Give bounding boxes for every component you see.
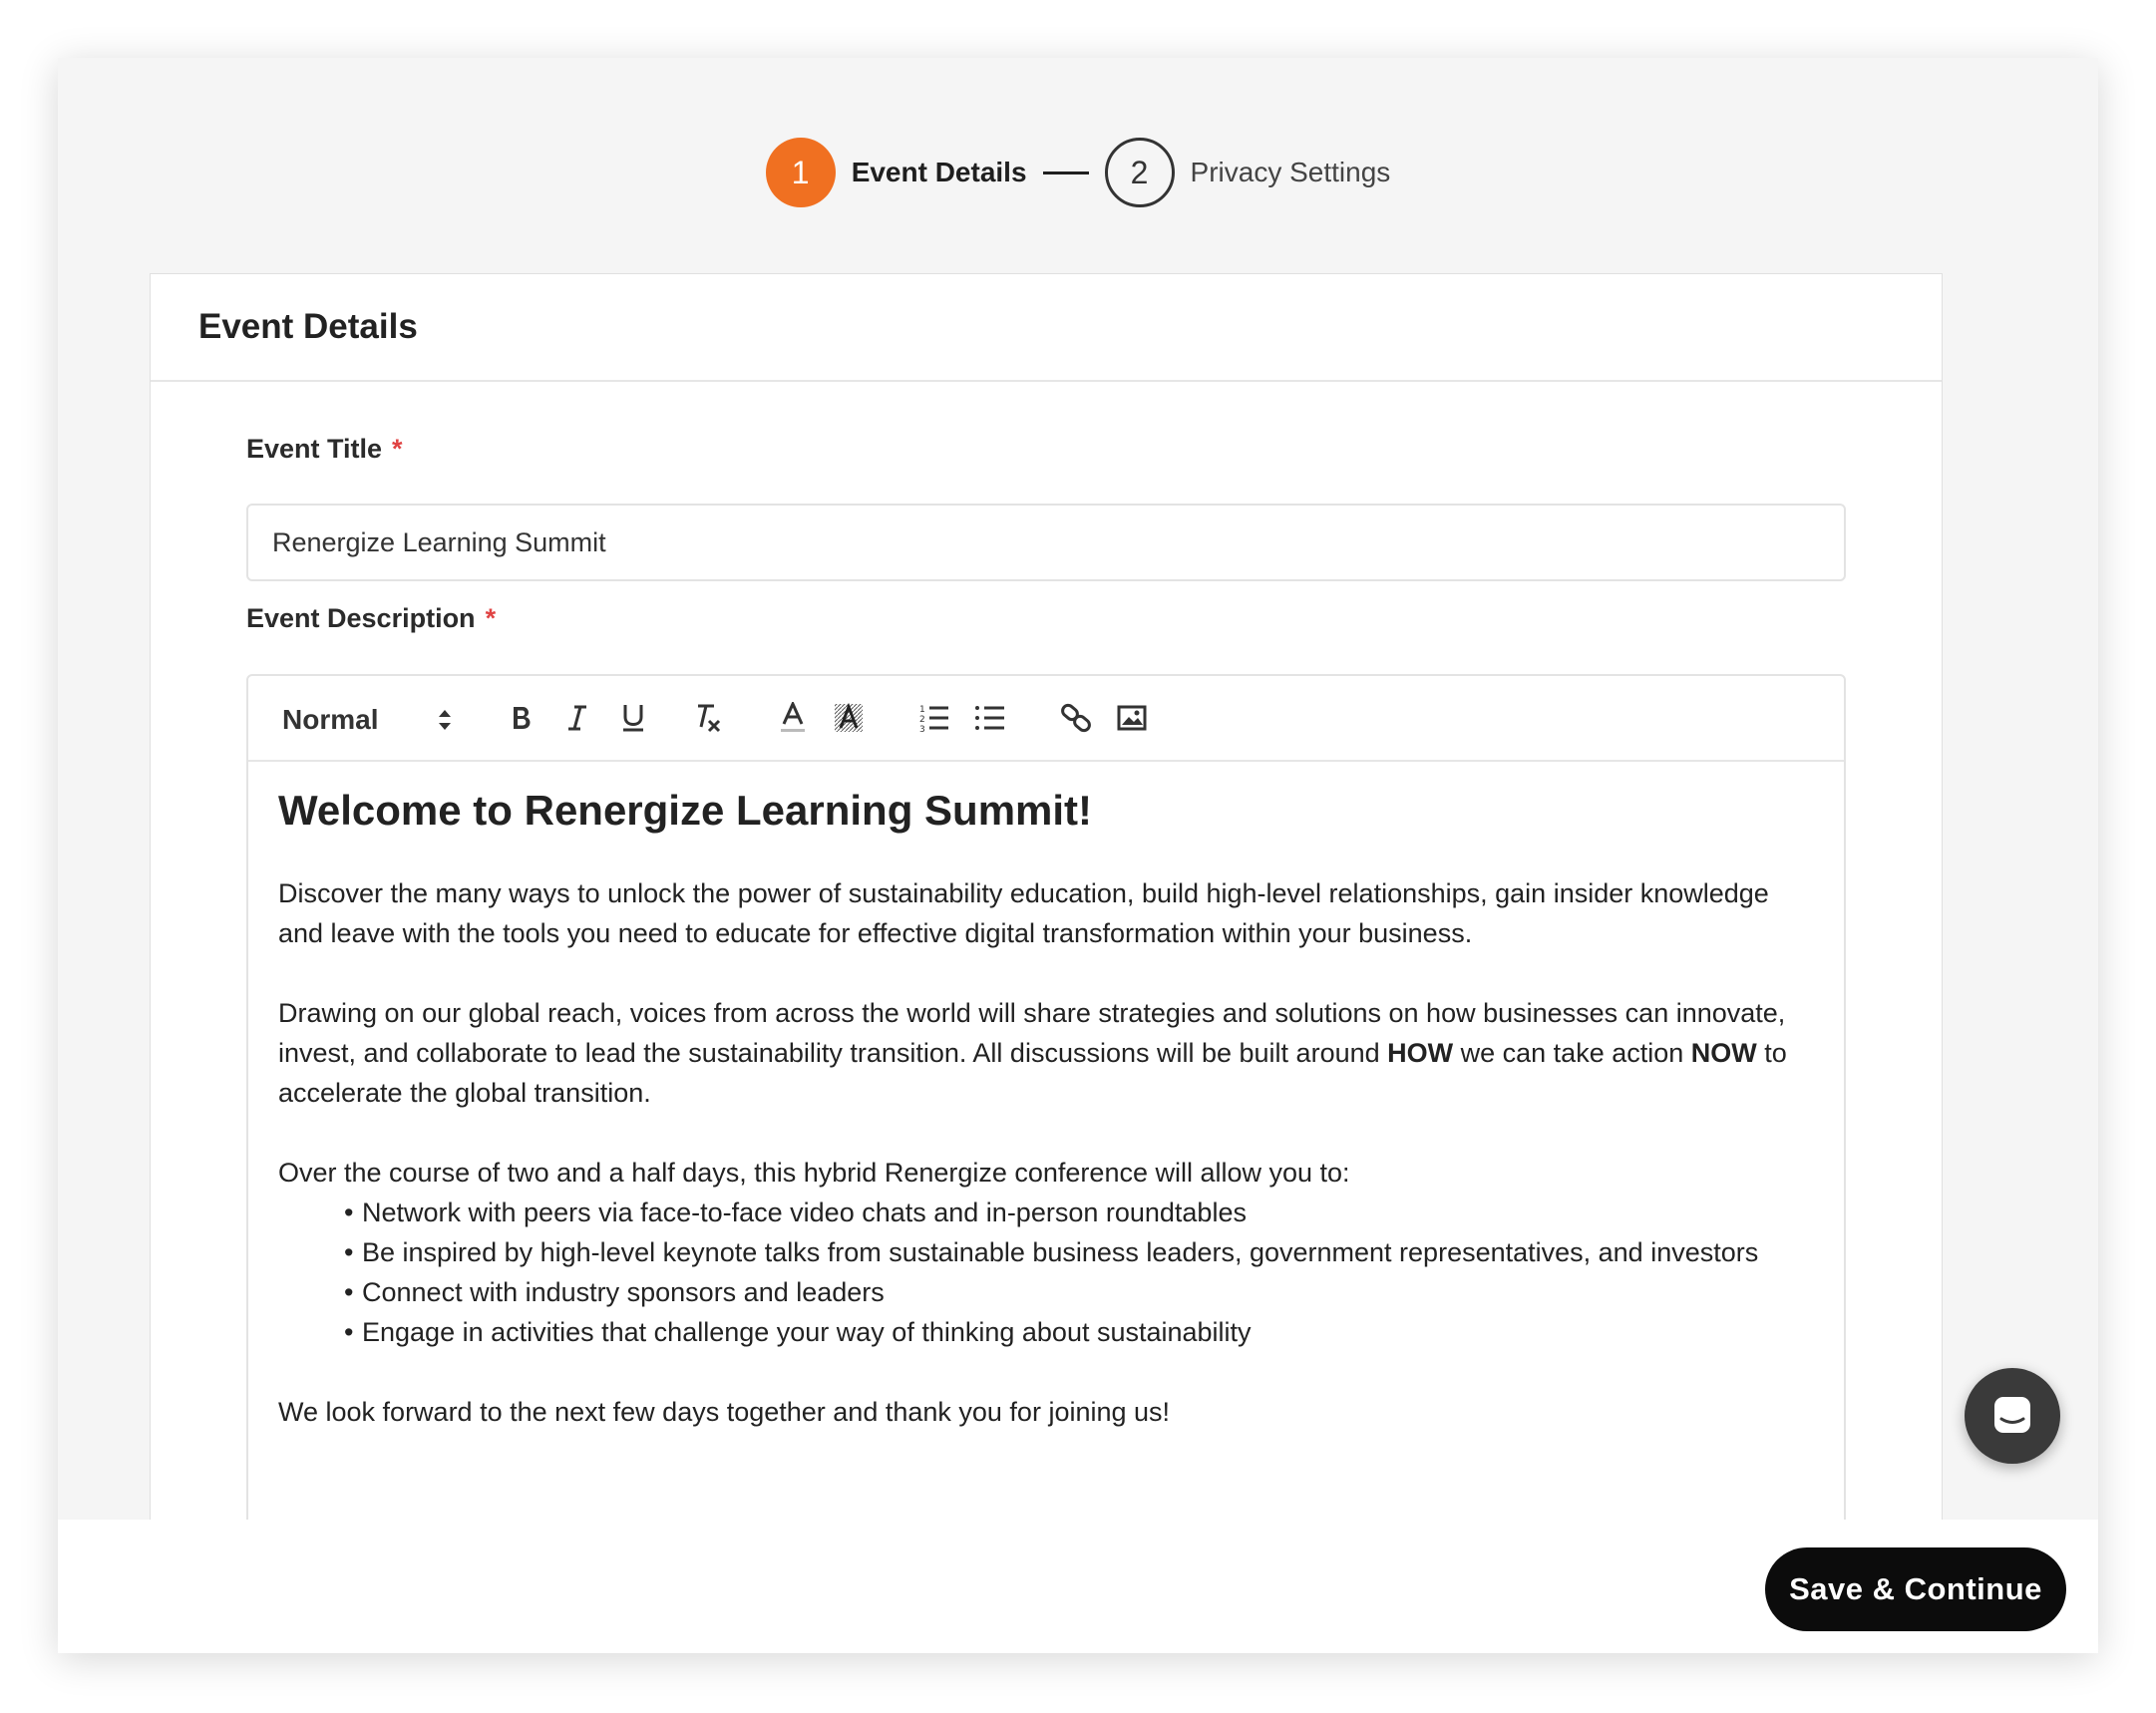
bold-button[interactable] — [502, 698, 541, 738]
text-color-button[interactable] — [773, 698, 813, 738]
card-title: Event Details — [151, 274, 1942, 382]
event-description-label-text: Event Description — [246, 603, 476, 633]
list-item: • Be inspired by high-level keynote talks from sustainable business leaders, government representatives, and investors — [362, 1232, 1814, 1272]
bold-icon — [509, 704, 535, 732]
bullet-list-icon — [974, 703, 1006, 733]
step-label-event-details: Event Details — [851, 157, 1027, 187]
stepper — [58, 138, 2098, 207]
editor-toolbar — [248, 676, 1844, 762]
svg-text:2: 2 — [919, 715, 925, 725]
step-label-privacy-settings: Privacy Settings — [1190, 157, 1391, 187]
ordered-list-icon — [918, 703, 950, 733]
event-details-card — [150, 273, 1943, 1653]
svg-text:3: 3 — [919, 725, 925, 733]
event-title-label-text: Event Title — [246, 434, 383, 464]
event-title-input[interactable] — [246, 504, 1846, 581]
bold-text: NOW — [1690, 1038, 1757, 1068]
event-title-label — [246, 434, 403, 465]
italic-icon — [565, 704, 589, 732]
step-number-1: 1 — [766, 138, 836, 207]
paragraph-text: to accelerate the global transition. — [278, 1038, 1787, 1108]
description-paragraph — [278, 993, 1814, 1113]
underline-button[interactable] — [613, 698, 653, 738]
description-heading: Welcome to Renergize Learning Summit! — [278, 787, 1093, 834]
list-item: • Connect with industry sponsors and leaders — [362, 1272, 1814, 1312]
image-button[interactable] — [1112, 698, 1152, 738]
list-item: • Network with peers via face-to-face video chats and in-person roundtables — [362, 1193, 1814, 1232]
save-continue-button[interactable]: Save & Continue — [1765, 1547, 2066, 1631]
link-button[interactable] — [1056, 698, 1096, 738]
step-privacy-settings[interactable] — [1105, 138, 1391, 207]
chat-launcher-button[interactable] — [1965, 1368, 2060, 1464]
editor-content[interactable] — [248, 762, 1844, 1494]
highlight-color-button[interactable] — [829, 698, 869, 738]
paragraph-text: we can take action — [1453, 1038, 1691, 1068]
footer-bar — [58, 1520, 2098, 1653]
bold-text: HOW — [1387, 1038, 1454, 1068]
format-select-value: Normal — [282, 704, 379, 735]
description-paragraph: Discover the many ways to unlock the power of sustainability education, build high-level relationships, gain insider knowledge and leave with the tools you need to educate for effective digital transformation within your business. — [278, 878, 1769, 948]
clear-format-icon — [691, 703, 723, 733]
description-paragraph: Over the course of two and a half days, this hybrid Renergize conference will allow you to: — [278, 1158, 1350, 1188]
select-arrows-icon — [438, 709, 452, 731]
app-window — [58, 58, 2098, 1653]
step-event-details[interactable] — [766, 138, 1027, 207]
highlight-color-icon — [834, 703, 864, 733]
step-connector — [1043, 171, 1089, 174]
event-description-label — [246, 603, 496, 634]
chat-icon — [1990, 1394, 2034, 1438]
svg-text:1: 1 — [919, 705, 925, 715]
required-marker: * — [392, 434, 403, 464]
list-item: • Engage in activities that challenge your way of thinking about sustainability — [362, 1312, 1814, 1352]
step-number-2: 2 — [1105, 138, 1175, 207]
format-select[interactable] — [282, 700, 452, 740]
description-closing: We look forward to the next few days together and thank you for joining us! — [278, 1397, 1171, 1427]
ordered-list-button[interactable] — [914, 698, 954, 738]
text-color-icon — [779, 702, 807, 734]
bullet-list-button[interactable] — [970, 698, 1010, 738]
required-marker: * — [485, 603, 497, 633]
paragraph-text: Drawing on our global reach, voices from across the world will share strategies and solutions on how businesses can innovate, invest, and collaborate to lead the sustainability transition. All discussions will be built around — [278, 998, 1786, 1068]
italic-button[interactable] — [557, 698, 597, 738]
rich-text-editor — [246, 674, 1846, 1653]
underline-icon — [620, 703, 646, 733]
clear-format-button[interactable] — [687, 698, 727, 738]
link-icon — [1060, 703, 1092, 733]
description-bullet-list — [278, 1193, 1814, 1352]
image-icon — [1117, 705, 1147, 731]
